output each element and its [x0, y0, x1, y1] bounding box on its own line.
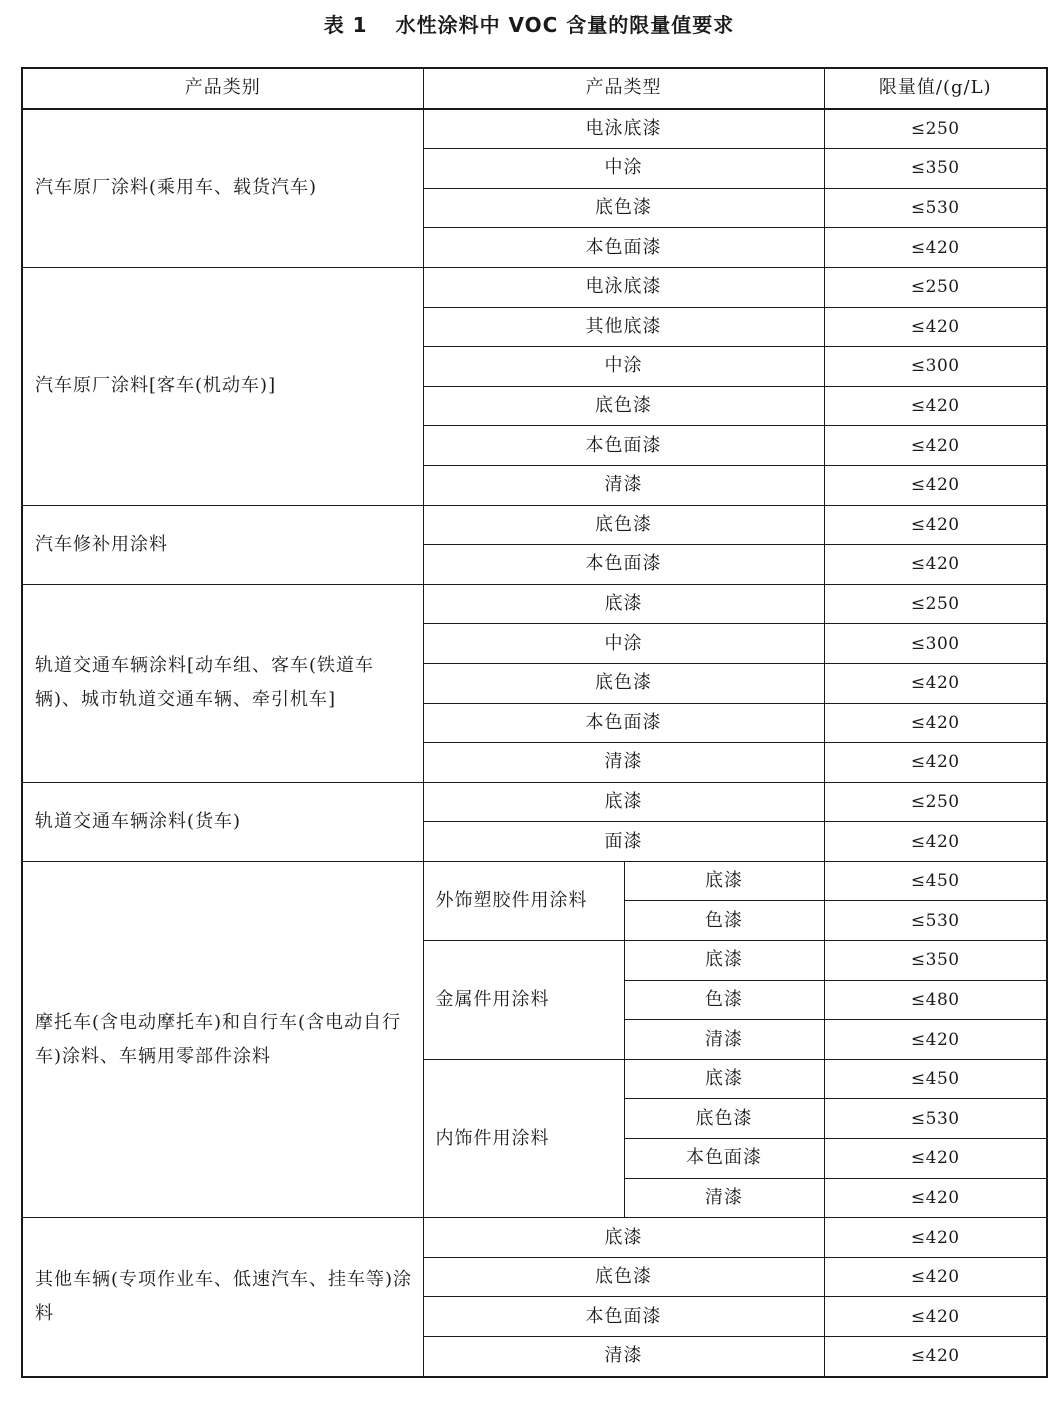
product-type-cell: 本色面漆	[423, 703, 824, 743]
product-type-cell: 本色面漆	[423, 228, 824, 268]
product-type-cell: 底漆	[423, 782, 824, 822]
category-cell: 其他车辆(专项作业车、低速汽车、挂车等)涂料	[22, 1218, 423, 1377]
limit-value-cell: ≤420	[824, 663, 1047, 703]
product-type-cell: 本色面漆	[423, 1297, 824, 1337]
product-type-cell: 底漆	[423, 1218, 824, 1258]
limit-value-cell: ≤300	[824, 624, 1047, 664]
product-type-cell: 底漆	[624, 1059, 824, 1099]
limit-value-cell: ≤250	[824, 267, 1047, 307]
product-type-cell: 底漆	[624, 861, 824, 901]
product-type-cell: 底漆	[423, 584, 824, 624]
category-cell: 轨道交通车辆涂料(货车)	[22, 782, 423, 861]
limit-value-cell: ≤250	[824, 782, 1047, 822]
category-cell: 轨道交通车辆涂料[动车组、客车(铁道车辆)、城市轨道交通车辆、牵引机车]	[22, 584, 423, 782]
limit-value-cell: ≤420	[824, 1020, 1047, 1060]
limit-value-cell: ≤420	[824, 1337, 1047, 1377]
limit-value-cell: ≤300	[824, 347, 1047, 387]
product-type-cell: 中涂	[423, 624, 824, 664]
table-row	[22, 505, 1047, 545]
product-type-cell: 中涂	[423, 347, 824, 387]
limit-value-cell: ≤420	[824, 1297, 1047, 1337]
product-type-cell: 色漆	[624, 901, 824, 941]
table-number: 表 1	[323, 13, 368, 37]
limit-value-cell: ≤420	[824, 703, 1047, 743]
limit-value-cell: ≤420	[824, 426, 1047, 466]
product-type-cell: 电泳底漆	[423, 109, 824, 149]
limit-value-cell: ≤530	[824, 188, 1047, 228]
header-product-type: 产品类型	[423, 68, 824, 109]
category-cell: 摩托车(含电动摩托车)和自行车(含电动自行车)涂料、车辆用零部件涂料	[22, 861, 423, 1217]
product-type-cell: 底漆	[624, 941, 824, 981]
limit-value-cell: ≤420	[824, 386, 1047, 426]
table-row	[22, 267, 1047, 307]
header-limit-value: 限量值/(g/L)	[824, 68, 1047, 109]
table-caption	[0, 10, 1058, 40]
product-type-cell: 底色漆	[423, 188, 824, 228]
product-type-cell: 面漆	[423, 822, 824, 862]
product-type-cell: 底色漆	[423, 663, 824, 703]
category-cell: 汽车原厂涂料[客车(机动车)]	[22, 267, 423, 505]
product-type-cell: 清漆	[423, 743, 824, 783]
limit-value-cell: ≤420	[824, 1218, 1047, 1258]
limit-value-cell: ≤350	[824, 149, 1047, 189]
product-type-cell: 色漆	[624, 980, 824, 1020]
subcategory-cell: 内饰件用涂料	[423, 1059, 624, 1217]
limit-value-cell: ≤350	[824, 941, 1047, 981]
product-type-cell: 本色面漆	[423, 426, 824, 466]
limit-value-cell: ≤450	[824, 1059, 1047, 1099]
limit-value-cell: ≤480	[824, 980, 1047, 1020]
product-type-cell: 电泳底漆	[423, 267, 824, 307]
limit-value-cell: ≤530	[824, 1099, 1047, 1139]
limit-value-cell: ≤530	[824, 901, 1047, 941]
limit-value-cell: ≤420	[824, 743, 1047, 783]
product-type-cell: 中涂	[423, 149, 824, 189]
category-cell: 汽车修补用涂料	[22, 505, 423, 584]
limit-value-cell: ≤420	[824, 465, 1047, 505]
header-product-category: 产品类别	[22, 68, 423, 109]
limit-value-cell: ≤420	[824, 822, 1047, 862]
product-type-cell: 底色漆	[423, 505, 824, 545]
product-type-cell: 底色漆	[624, 1099, 824, 1139]
product-type-cell: 清漆	[423, 1337, 824, 1377]
category-cell: 汽车原厂涂料(乘用车、载货汽车)	[22, 109, 423, 268]
limit-value-cell: ≤450	[824, 861, 1047, 901]
limit-value-cell: ≤250	[824, 584, 1047, 624]
product-type-cell: 清漆	[624, 1178, 824, 1218]
product-type-cell: 其他底漆	[423, 307, 824, 347]
limit-value-cell: ≤420	[824, 1139, 1047, 1179]
limit-value-cell: ≤250	[824, 109, 1047, 149]
product-type-cell: 本色面漆	[624, 1139, 824, 1179]
product-type-cell: 本色面漆	[423, 545, 824, 585]
table-title: 水性涂料中 VOC 含量的限量值要求	[395, 13, 735, 37]
table-row	[22, 782, 1047, 822]
limit-value-cell: ≤420	[824, 1178, 1047, 1218]
voc-limit-table	[21, 67, 1048, 1378]
product-type-cell: 底色漆	[423, 386, 824, 426]
limit-value-cell: ≤420	[824, 1257, 1047, 1297]
product-type-cell: 清漆	[624, 1020, 824, 1060]
header-row	[22, 68, 1047, 109]
limit-value-cell: ≤420	[824, 545, 1047, 585]
table-row	[22, 1218, 1047, 1258]
table-row	[22, 584, 1047, 624]
table-row	[22, 109, 1047, 149]
table-row	[22, 861, 1047, 901]
limit-value-cell: ≤420	[824, 228, 1047, 268]
subcategory-cell: 外饰塑胶件用涂料	[423, 861, 624, 940]
limit-value-cell: ≤420	[824, 505, 1047, 545]
subcategory-cell: 金属件用涂料	[423, 941, 624, 1060]
limit-value-cell: ≤420	[824, 307, 1047, 347]
product-type-cell: 清漆	[423, 465, 824, 505]
product-type-cell: 底色漆	[423, 1257, 824, 1297]
